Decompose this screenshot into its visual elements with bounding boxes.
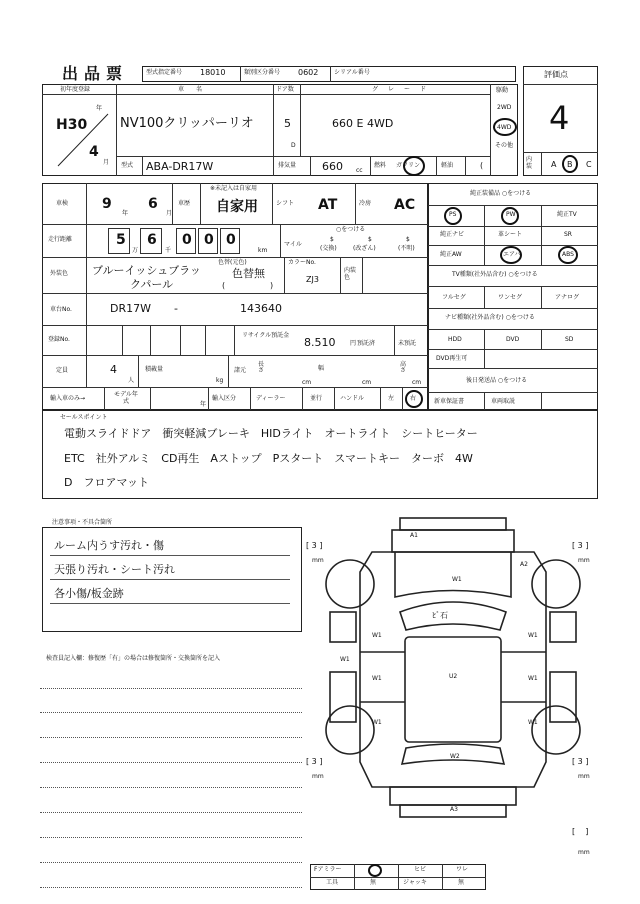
damage-w1-lq: W1	[372, 719, 382, 726]
interior-b-circle	[562, 155, 578, 173]
tread-rr: [ 3 ]	[572, 757, 589, 766]
drive-2wd: 2WD	[497, 104, 512, 111]
navi-dvd: DVD	[506, 336, 520, 343]
tv-oneseg: ワンセグ	[498, 294, 523, 301]
damage-w1-rq: W1	[528, 719, 538, 726]
mileage-digit-4: 0	[204, 232, 214, 248]
dvd-playback-label: DVD再生可	[436, 355, 468, 362]
car-name-label: 車名	[178, 86, 215, 93]
drive-label: 駆動	[496, 87, 509, 94]
mileage-digit-2: 6	[147, 232, 157, 248]
form-title: 出品票	[62, 64, 129, 83]
opt-sr: SR	[564, 231, 572, 238]
mileage-unit-k: 千	[165, 247, 172, 254]
rear-right-wheel	[532, 706, 580, 754]
mile-mark-1: $	[330, 236, 334, 243]
color-change-value: 色替無	[232, 267, 265, 280]
after-manual: 車両取説	[491, 398, 516, 405]
left-side-panel	[330, 672, 356, 722]
tv-analog: アナログ	[555, 294, 580, 301]
color-value-line1: ブルーイッシュブラッ	[92, 264, 201, 277]
first-reg-year: H30	[56, 117, 88, 133]
drive-4wd-circle	[493, 118, 517, 136]
right-mirror-panel	[550, 612, 576, 642]
light-oil-label: 軽油	[441, 162, 454, 169]
mileage-label: 走行距離	[48, 236, 73, 243]
tread-spare-unit: mm	[578, 849, 590, 856]
footer-tools: 工具	[326, 879, 339, 886]
opt-pw: PW	[506, 211, 516, 218]
color-no-value: ZJ3	[306, 275, 319, 284]
shift-value: AT	[318, 197, 338, 213]
height-unit: cm	[412, 379, 422, 386]
vehicle-detail-box	[42, 183, 428, 410]
header-number-strip	[142, 66, 516, 82]
length-unit: cm	[302, 379, 312, 386]
front-bumper	[400, 518, 506, 530]
left-mirror-panel	[330, 612, 356, 642]
fuel-value: ガソリン	[396, 162, 421, 169]
color-label: 外装色	[50, 270, 69, 277]
score-value: 4	[549, 99, 570, 137]
usage-note: ※未記入は自家用	[210, 185, 258, 192]
front-right-wheel	[532, 560, 580, 608]
color-no-label: カラーNo.	[288, 259, 316, 266]
inspection-month: 6	[148, 196, 158, 212]
damage-a2: A2	[520, 561, 528, 568]
sales-label: セールスポイント	[60, 414, 108, 421]
class-no-value: 0602	[298, 68, 319, 77]
interior-label: 内装	[526, 156, 533, 170]
tread-rl: [ 3 ]	[306, 757, 323, 766]
after-warranty: 新車保証書	[434, 398, 465, 405]
left-label: 左	[388, 395, 395, 402]
mile-opt-exchange: (交換)	[320, 245, 337, 252]
import-label: 輸入車のみ→	[50, 395, 86, 402]
class-no-label: 類別区分番号	[244, 69, 281, 76]
mileage-digit-1: 5	[116, 232, 126, 248]
footer-fmirror-circle	[368, 864, 382, 877]
tread-rl-unit: mm	[312, 773, 324, 780]
opt-leather: 革シート	[498, 231, 523, 238]
load-unit: kg	[216, 377, 224, 384]
right-circle	[405, 390, 423, 408]
chassis-prefix: DR17W	[110, 302, 151, 315]
tread-fl-unit: mm	[312, 557, 324, 564]
drive-other: その他	[495, 142, 514, 149]
sales-line-3: D フロアマット	[64, 476, 150, 489]
tread-fl: [ 3 ]	[306, 541, 323, 550]
inspection-month-unit: 月	[166, 210, 173, 217]
genuine-title: 純正装備品 ○をつける	[470, 190, 532, 197]
car-name-value: NV100クリッパーリオ	[120, 116, 254, 131]
model-year-label: モデル年式	[114, 391, 138, 405]
mileage-digit-3: 0	[182, 232, 192, 248]
parallel-label: 並行	[310, 395, 323, 402]
opt-navi: 純正ナビ	[440, 231, 465, 238]
footer-crack: ヒビ	[414, 866, 427, 873]
mile-opt-tamper: (改ざん)	[353, 245, 376, 252]
handle-label: ハンドル	[340, 395, 365, 402]
recycle-not: 未預託	[398, 340, 417, 347]
sales-line-2: ETC 社外アルミ CD再生 Aストップ Pスタート スマートキー ターボ 4W	[64, 452, 473, 465]
damage-u2: U2	[449, 673, 458, 680]
footer-tools-value: 無	[370, 879, 377, 886]
mile-label: マイル	[284, 241, 302, 248]
model-label: 型式	[121, 162, 134, 169]
color-change-label: 色替(元色)	[218, 259, 247, 266]
damage-a1: A1	[410, 532, 418, 539]
opt-pw-circle	[501, 207, 519, 225]
year-unit: 年	[96, 105, 103, 112]
type-no-label: 型式指定番号	[146, 69, 183, 76]
damage-w1-hood: W1	[452, 576, 462, 583]
navi-sd: SD	[565, 336, 574, 343]
damage-w1-rl: W1	[372, 675, 382, 682]
inspection-year-unit: 年	[122, 210, 129, 217]
navi-title: ナビ種類(社外品含む) ○をつける	[445, 314, 535, 321]
grade-label: グレード	[372, 86, 437, 93]
grade-value: 660 E 4WD	[332, 117, 394, 130]
footer-jack: ジャッキ	[403, 879, 427, 886]
recycle-unit: 円	[350, 340, 357, 347]
capacity-value: 4	[110, 363, 117, 376]
height-label: 高さ	[400, 361, 407, 374]
reg-label: 登録No.	[48, 336, 70, 343]
load-label: 積載量	[145, 366, 164, 373]
recycle-value: 8.510	[304, 336, 336, 349]
displacement-unit: cc	[356, 167, 363, 174]
front-left-wheel	[326, 560, 374, 608]
damage-a3: A3	[450, 806, 458, 813]
mileage-digit-5: 0	[226, 232, 236, 248]
navi-hdd: HDD	[448, 336, 462, 343]
tv-title: TV種類(社外品含む) ○をつける	[452, 271, 538, 278]
chassis-no: 143640	[240, 302, 282, 315]
shift-label: シフト	[276, 200, 295, 207]
opt-ps-circle	[444, 207, 462, 225]
first-reg-label: 初年度登録	[60, 86, 91, 93]
inspection-year: 9	[102, 196, 112, 212]
mileage-options-hint: ○をつける	[336, 226, 366, 233]
width-unit: cm	[362, 379, 372, 386]
tread-rr-unit: mm	[578, 773, 590, 780]
tv-fullseg: フルセグ	[442, 294, 466, 301]
hood	[395, 552, 511, 597]
damage-w1-ls: W1	[340, 656, 350, 663]
damage-w2: W2	[450, 753, 460, 760]
recycle-label: リサイクル預託金	[242, 332, 290, 339]
interior-color-label: 内装色	[344, 267, 357, 282]
serial-label: シリアル番号	[334, 69, 370, 76]
capacity-label: 定員	[56, 367, 69, 374]
type-no-value: 18010	[200, 68, 226, 77]
ac-value: AC	[394, 197, 416, 213]
opt-abs-circle	[558, 246, 578, 264]
displacement-value: 660	[322, 160, 343, 173]
doors-unit: D	[291, 142, 296, 149]
fuel-circle	[403, 156, 425, 176]
damage-chip: ﾋﾞ石	[432, 611, 448, 620]
doors-label: ドア数	[276, 86, 294, 93]
fuel-label: 燃料	[374, 162, 387, 169]
tread-spare: [ ]	[572, 827, 589, 836]
score-label: 評価点	[544, 70, 568, 79]
opt-ps: PS	[449, 211, 457, 218]
ac-label: 冷房	[359, 200, 372, 207]
after-title: 後日発送品 ○をつける	[466, 377, 528, 384]
opt-tv: 純正TV	[557, 211, 577, 218]
mile-mark-3: $	[406, 236, 410, 243]
inspector-label: 検査員記入欄：修復歴「有」の場合は修復箇所・交換箇所を記入	[46, 655, 221, 662]
sales-line-1: 電動スライドドア 衝突軽減ブレーキ HIDライト オートライト シートヒーター	[64, 427, 478, 440]
length-label: 長さ	[258, 361, 265, 374]
opt-abs: ABS	[562, 251, 574, 258]
chassis-dash: -	[174, 302, 178, 315]
rear-panel	[390, 787, 516, 805]
import-kind-label: 輸入区分	[212, 395, 237, 402]
damage-w1-fl: W1	[372, 632, 382, 639]
opt-aw: 純正AW	[440, 251, 462, 258]
drive-4wd: 4WD	[497, 124, 512, 131]
interior-a: A	[551, 160, 557, 169]
capacity-unit: 人	[128, 377, 135, 384]
rear-left-wheel	[326, 706, 374, 754]
footer-fmirror: Fアミラー	[314, 866, 342, 873]
mile-mark-2: $	[368, 236, 372, 243]
note-line-1: ルーム内うす汚れ・傷	[54, 539, 164, 552]
dealer-label: ディーラー	[256, 395, 286, 402]
model-value: ABA-DR17W	[146, 160, 214, 173]
first-reg-month: 4	[89, 144, 99, 160]
width-label: 幅	[318, 365, 325, 372]
damage-w1-fr: W1	[528, 632, 538, 639]
right-label: 右	[410, 395, 417, 402]
roof	[405, 637, 501, 742]
inspection-label: 車検	[56, 200, 69, 207]
usage-label: 車歴	[178, 200, 191, 207]
footer-break: ワレ	[456, 866, 469, 873]
opt-airbag-circle	[500, 246, 522, 264]
mileage-unit-man: 万	[132, 247, 139, 254]
doors-value: 5	[284, 117, 291, 130]
interior-b: B	[567, 160, 573, 169]
notes-label: 注意事項・不具合箇所	[52, 519, 113, 526]
chassis-label: 車台No.	[50, 306, 72, 313]
footer-jack-value: 無	[458, 879, 465, 886]
mile-opt-unknown: (不明)	[398, 245, 415, 252]
car-damage-diagram	[310, 512, 600, 902]
km-unit: km	[258, 247, 268, 254]
displacement-label: 排気量	[278, 162, 297, 169]
recycle-done: 預託済	[357, 340, 376, 347]
windshield	[400, 602, 506, 630]
body-outline	[360, 552, 546, 787]
tread-fr: [ 3 ]	[572, 541, 589, 550]
opt-airbag: エアバ	[503, 251, 521, 258]
dims-label: 諸元	[234, 367, 247, 374]
right-side-panel	[550, 672, 576, 722]
color-value-line2: クパール	[130, 278, 174, 291]
damage-w1-rr: W1	[528, 675, 538, 682]
tread-fr-unit: mm	[578, 557, 590, 564]
note-line-2: 天張り汚れ・シート汚れ	[54, 563, 175, 576]
import-year-unit: 年	[200, 401, 207, 408]
usage-value: 自家用	[216, 199, 258, 215]
note-line-3: 各小傷/板金跡	[54, 587, 124, 600]
interior-c: C	[586, 160, 592, 169]
month-unit: 月	[103, 159, 110, 166]
